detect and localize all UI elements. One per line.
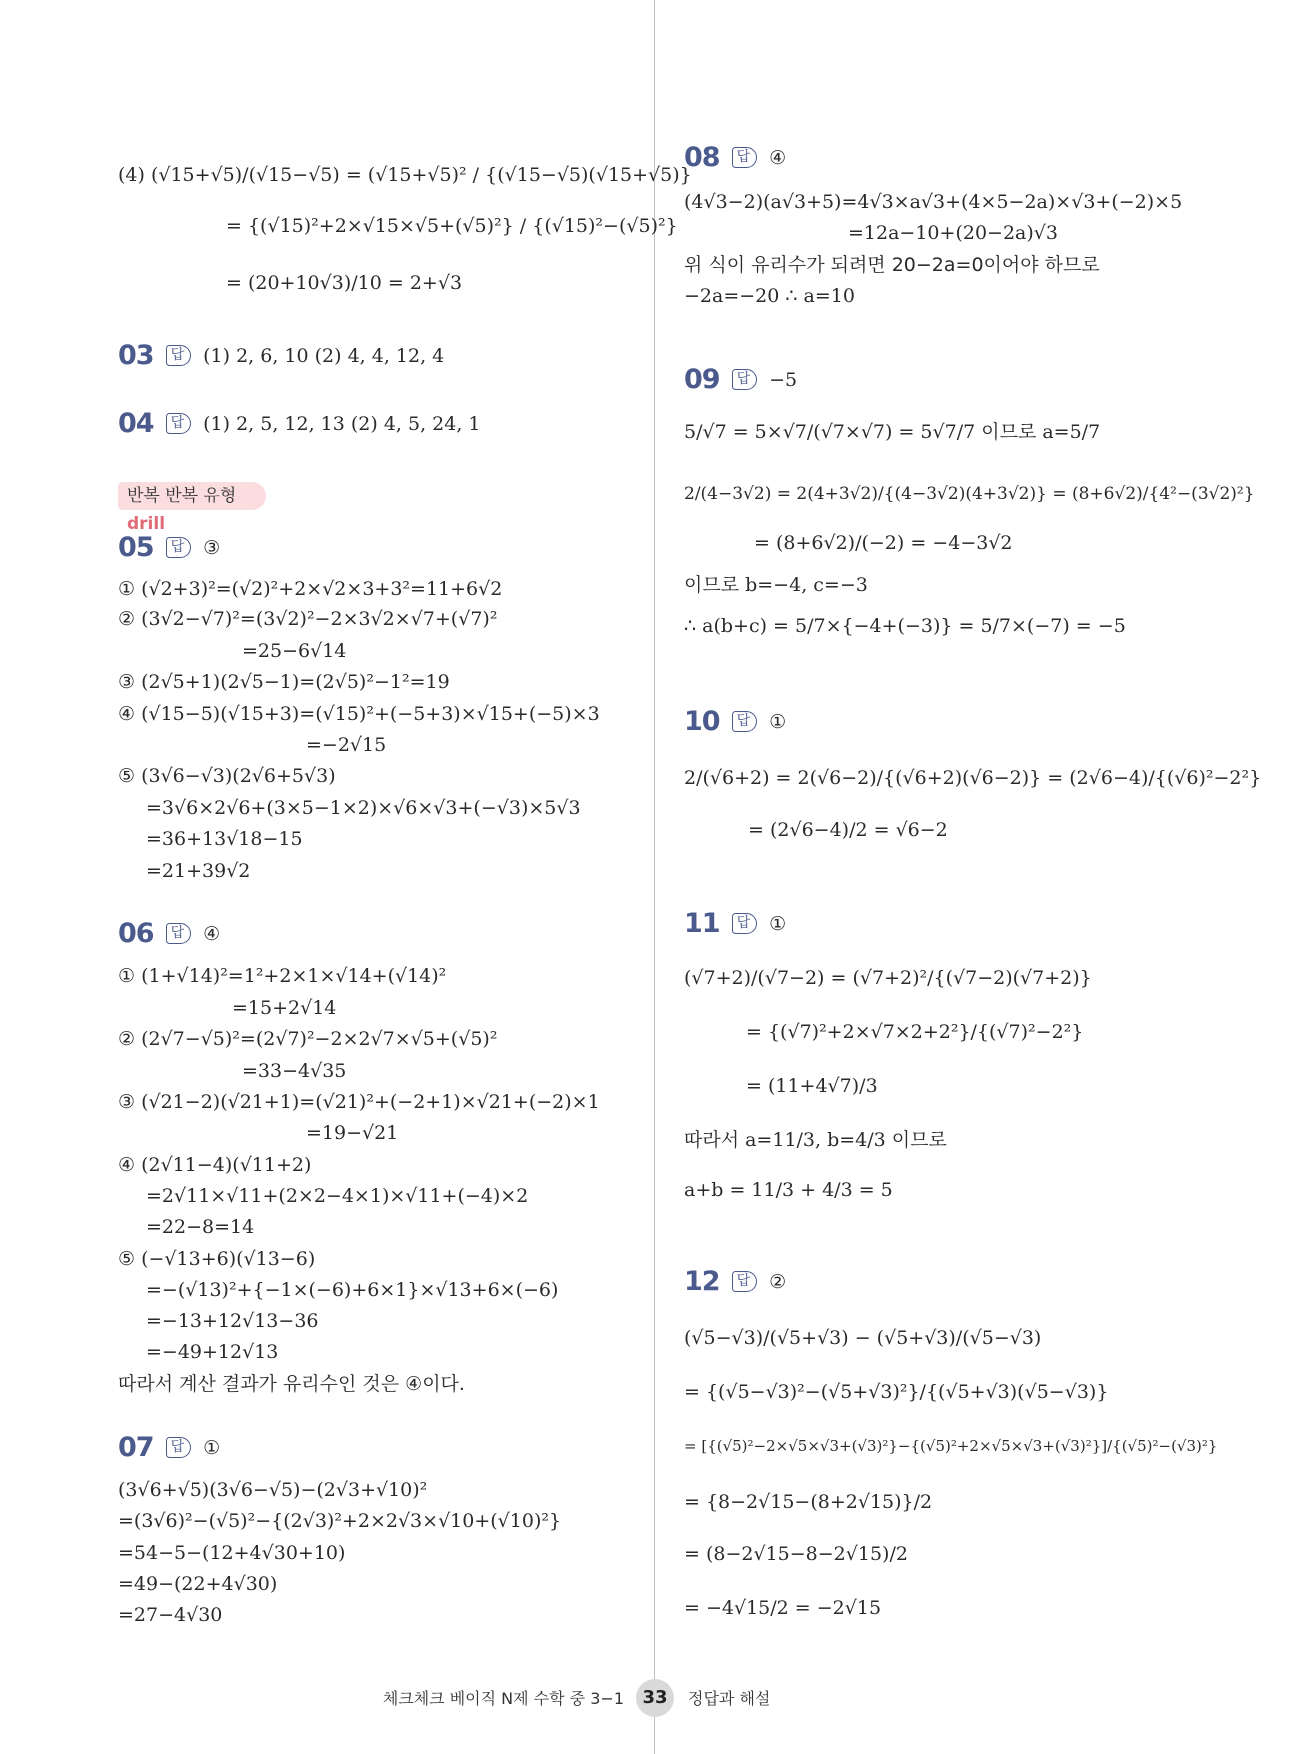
solution-line: = [{(√5)²−2×√5×√3+(√3)²}−{(√5)²+2×√5×√3+(√3)²}]/{(√5)²−(√3)²} — [684, 1437, 1218, 1455]
answer-tag: 답 — [732, 1271, 758, 1292]
answer-value: ④ — [769, 146, 787, 169]
solution-line: = −4√15/2 = −2√15 — [684, 1597, 882, 1619]
footer-book-title: 체크체크 베이직 N제 수학 중 3−1 — [382, 1689, 624, 1708]
question-number: 10 — [684, 706, 720, 737]
solution-line: ① (√2+3)²=(√2)²+2×√2×3+3²=11+6√2 — [118, 578, 503, 600]
solution-line: (3√6+√5)(3√6−√5)−(2√3+√10)² — [118, 1479, 428, 1501]
page-number: 33 — [636, 1679, 674, 1717]
conclusion-text: 따라서 계산 결과가 유리수인 것은 ④이다. — [118, 1373, 465, 1395]
solution-line: = (8+6√2)/(−2) = −4−3√2 — [754, 532, 1013, 554]
solution-line: ④ (2√11−4)(√11+2) — [118, 1154, 312, 1176]
solution-line: =54−5−(12+4√30+10) — [118, 1542, 346, 1564]
solution-line: =15+2√14 — [232, 997, 337, 1019]
solution-line: ④ (√15−5)(√15+3)=(√15)²+(−5+3)×√15+(−5)×3 — [118, 703, 600, 725]
answer-value: ① — [769, 912, 787, 935]
solution-line: ② (3√2−√7)²=(3√2)²−2×3√2×√7+(√7)² — [118, 608, 498, 630]
answer-value: ④ — [203, 922, 221, 945]
q05-header — [118, 532, 220, 563]
solution-line: =25−6√14 — [242, 640, 347, 662]
column-divider — [654, 0, 655, 1754]
solution-line: −2a=−20 ∴ a=10 — [684, 285, 855, 307]
solution-line: =(3√6)²−(√5)²−{(2√3)²+2×2√3×√10+(√10)²} — [118, 1510, 562, 1532]
solution-line: =−(√13)²+{−1×(−6)+6×1}×√13+6×(−6) — [146, 1279, 559, 1301]
question-number: 06 — [118, 918, 154, 949]
solution-line: 2/(4−3√2) = 2(4+3√2)/{(4−3√2)(4+3√2)} = (8+6√2)/{4²−(3√2)²} — [684, 484, 1255, 504]
question-number: 05 — [118, 532, 154, 563]
q04-header — [118, 408, 481, 439]
answer-tag: 답 — [166, 1437, 192, 1458]
answer-value: ① — [769, 710, 787, 733]
answer-tag: 답 — [732, 913, 758, 934]
question-number: 12 — [684, 1266, 720, 1297]
answer-value: −5 — [769, 368, 798, 391]
answer-value: ① — [203, 1436, 221, 1459]
drill-label-prefix: 반복 반복 유형 — [127, 486, 237, 506]
answer-tag: 답 — [166, 345, 192, 366]
solution-line: 2/(√6+2) = 2(√6−2)/{(√6+2)(√6−2)} = (2√6−4)/{(√6)²−2²} — [684, 767, 1262, 789]
solution-line: a+b = 11/3 + 4/3 = 5 — [684, 1179, 893, 1201]
solution-line: =2√11×√11+(2×2−4×1)×√11+(−4)×2 — [146, 1185, 529, 1207]
question-number: 08 — [684, 142, 720, 173]
question-number: 04 — [118, 408, 154, 439]
solution-line: = {(√7)²+2×√7×2+2²}/{(√7)²−2²} — [746, 1021, 1084, 1043]
answer-tag: 답 — [732, 147, 758, 168]
solution-line: = {8−2√15−(8+2√15)}/2 — [684, 1491, 933, 1513]
solution-line: =3√6×2√6+(3×5−1×2)×√6×√3+(−√3)×5√3 — [146, 797, 581, 819]
q06-header — [118, 918, 220, 949]
solution-line: = {(√5−√3)²−(√5+√3)²}/{(√5+√3)(√5−√3)} — [684, 1381, 1109, 1403]
solution-line: =49−(22+4√30) — [118, 1573, 278, 1595]
question-number: 09 — [684, 364, 720, 395]
answer-value: (1) 2, 5, 12, 13 (2) 4, 5, 24, 1 — [203, 412, 481, 435]
answer-tag: 답 — [732, 711, 758, 732]
solution-line: 이므로 b=−4, c=−3 — [684, 574, 868, 596]
answer-tag: 답 — [166, 923, 192, 944]
solution-line: ③ (√21−2)(√21+1)=(√21)²+(−2+1)×√21+(−2)×1 — [118, 1091, 600, 1113]
footer-section-title: 정답과 해설 — [688, 1689, 771, 1708]
question-number: 07 — [118, 1432, 154, 1463]
solution-line: = (2√6−4)/2 = √6−2 — [748, 819, 948, 841]
solution-line: (4) (√15+√5)/(√15−√5) = (√15+√5)² / {(√15−√5)(√15+√5)} — [118, 164, 692, 186]
solution-line: ⑤ (−√13+6)(√13−6) — [118, 1248, 316, 1270]
q12-header — [684, 1266, 786, 1297]
drill-section-label — [118, 482, 266, 534]
answer-tag: 답 — [166, 413, 192, 434]
solution-line: ③ (2√5+1)(2√5−1)=(2√5)²−1²=19 — [118, 671, 450, 693]
solution-line: 5/√7 = 5×√7/(√7×√7) = 5√7/7 이므로 a=5/7 — [684, 421, 1101, 443]
solution-line: = (20+10√3)/10 = 2+√3 — [226, 272, 463, 294]
solution-line: ② (2√7−√5)²=(2√7)²−2×2√7×√5+(√5)² — [118, 1028, 498, 1050]
solution-line: (√5−√3)/(√5+√3) − (√5+√3)/(√5−√3) — [684, 1327, 1042, 1349]
q09-header — [684, 364, 797, 395]
solution-line: =−13+12√13−36 — [146, 1310, 319, 1332]
solution-line: =12a−10+(20−2a)√3 — [848, 222, 1058, 244]
solution-line: =22−8=14 — [146, 1216, 255, 1238]
solution-line: = {(√15)²+2×√15×√5+(√5)²} / {(√15)²−(√5)²} — [226, 215, 678, 237]
solution-line: ∴ a(b+c) = 5/7×{−4+(−3)} = 5/7×(−7) = −5 — [684, 615, 1126, 637]
answer-value: (1) 2, 6, 10 (2) 4, 4, 12, 4 — [203, 344, 445, 367]
q11-header — [684, 908, 786, 939]
solution-line: =19−√21 — [306, 1122, 399, 1144]
solution-line: (4√3−2)(a√3+5)=4√3×a√3+(4×5−2a)×√3+(−2)×5 — [684, 191, 1183, 213]
answer-tag: 답 — [166, 537, 192, 558]
answer-value: ③ — [203, 536, 221, 559]
solution-line: = (8−2√15−8−2√15)/2 — [684, 1543, 908, 1565]
solution-line: ⑤ (3√6−√3)(2√6+5√3) — [118, 765, 336, 787]
solution-line: =−2√15 — [306, 734, 387, 756]
solution-line: = (11+4√7)/3 — [746, 1075, 878, 1097]
solution-line: 위 식이 유리수가 되려면 20−2a=0이어야 하므로 — [684, 254, 1100, 276]
solution-line: =36+13√18−15 — [146, 828, 303, 850]
drill-label-suffix: drill — [127, 514, 166, 534]
solution-line: (√7+2)/(√7−2) = (√7+2)²/{(√7−2)(√7+2)} — [684, 967, 1092, 989]
q07-header — [118, 1432, 220, 1463]
q10-header — [684, 706, 786, 737]
solution-line: =−49+12√13 — [146, 1341, 279, 1363]
solution-line: =27−4√30 — [118, 1604, 223, 1626]
q03-header — [118, 340, 444, 371]
solution-line: 따라서 a=11/3, b=4/3 이므로 — [684, 1129, 947, 1151]
question-number: 03 — [118, 340, 154, 371]
answer-tag: 답 — [732, 369, 758, 390]
question-number: 11 — [684, 908, 720, 939]
solution-line: =33−4√35 — [242, 1060, 347, 1082]
answer-value: ② — [769, 1270, 787, 1293]
solution-line: ① (1+√14)²=1²+2×1×√14+(√14)² — [118, 965, 447, 987]
solution-line: =21+39√2 — [146, 860, 251, 882]
q08-header — [684, 142, 786, 173]
